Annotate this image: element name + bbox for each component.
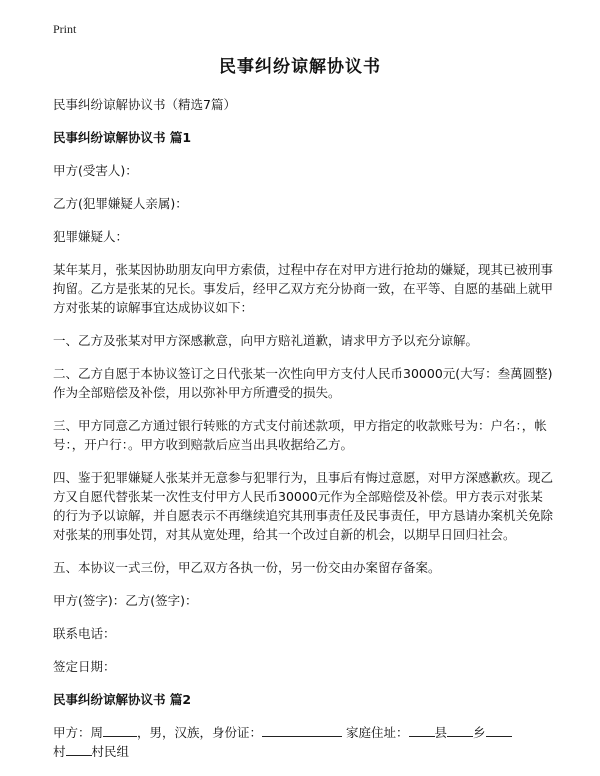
section-heading-1: 民事纠纷谅解协议书 篇1 <box>53 130 192 145</box>
suspect-line: 犯罪嫌疑人： <box>53 229 129 244</box>
blank-field <box>447 724 473 737</box>
village-label: 村 <box>53 744 66 759</box>
gender-id-label: ，男，汉族，身份证： <box>137 725 263 740</box>
blank-field <box>103 724 137 737</box>
intro-paragraph: 某年某月，张某因协助朋友向甲方索债，过程中存在对甲方进行抢劫的嫌疑，现其已被刑事拘留。乙方是张某的兄长。事发后，经甲乙双方充分协商一致，在平等、自愿的基础上就甲方对张某的谅解事宜达成协议如下： <box>53 262 554 315</box>
address-label: 家庭住址： <box>346 725 409 740</box>
blank-field <box>409 724 435 737</box>
party-b-line: 乙方(犯罪嫌疑人亲属)： <box>53 196 188 211</box>
clause-3: 三、甲方同意乙方通过银行转账的方式支付前述款项，甲方指定的收款账号为：户名：，帐号：，开户行：。甲方收到赔款后应当出具收据给乙方。 <box>53 418 547 452</box>
blank-field <box>486 724 512 737</box>
clause-4: 四、鉴于犯罪嫌疑人张某并无意参与犯罪行为，且事后有悔过意愿，对甲方深感歉疚。现乙方又自愿代替张某一次性支付甲方人民币30000元作为全部赔偿及补偿。甲方表示对张某的行为予以谅解，并自愿表示不再继续追究其刑事责任及民事责任，甲方恳请办案机关免除对张某的刑事处罚，对其从宽处理，给其一个改过自新的机会，以期早日回归社会。 <box>53 470 554 542</box>
document-subtitle: 民事纠纷谅解协议书（精选7篇） <box>53 97 236 112</box>
date-line: 签定日期： <box>53 659 116 674</box>
party-label: 甲方：周 <box>53 725 104 740</box>
section-heading-2: 民事纠纷谅解协议书 篇2 <box>53 692 192 707</box>
document-body <box>53 95 553 761</box>
group-label: 村民组 <box>91 744 130 759</box>
phone-line: 联系电话： <box>53 626 116 641</box>
town-label: 乡 <box>473 725 486 740</box>
county-label: 县 <box>434 725 448 740</box>
print-link[interactable]: Print <box>53 22 77 36</box>
party-a-line: 甲方(受害人)： <box>53 163 138 178</box>
clause-2: 二、乙方自愿于本协议签订之日代张某一次性向甲方支付人民币30000元(大写：叁萬圆整)作为全部赔偿及补偿，用以弥补甲方所遭受的损失。 <box>53 366 553 400</box>
party-info-line <box>53 723 553 761</box>
clause-5: 五、本协议一式三份，甲乙双方各执一份，另一份交由办案留存备案。 <box>53 560 441 575</box>
clause-1: 一、乙方及张某对甲方深感歉意，向甲方赔礼道歉，请求甲方予以充分谅解。 <box>53 333 479 348</box>
blank-field <box>262 724 342 737</box>
signature-line: 甲方(签字)：乙方(签字)： <box>53 593 198 608</box>
document-title: 民事纠纷谅解协议书 <box>219 57 381 77</box>
blank-field <box>66 743 92 756</box>
